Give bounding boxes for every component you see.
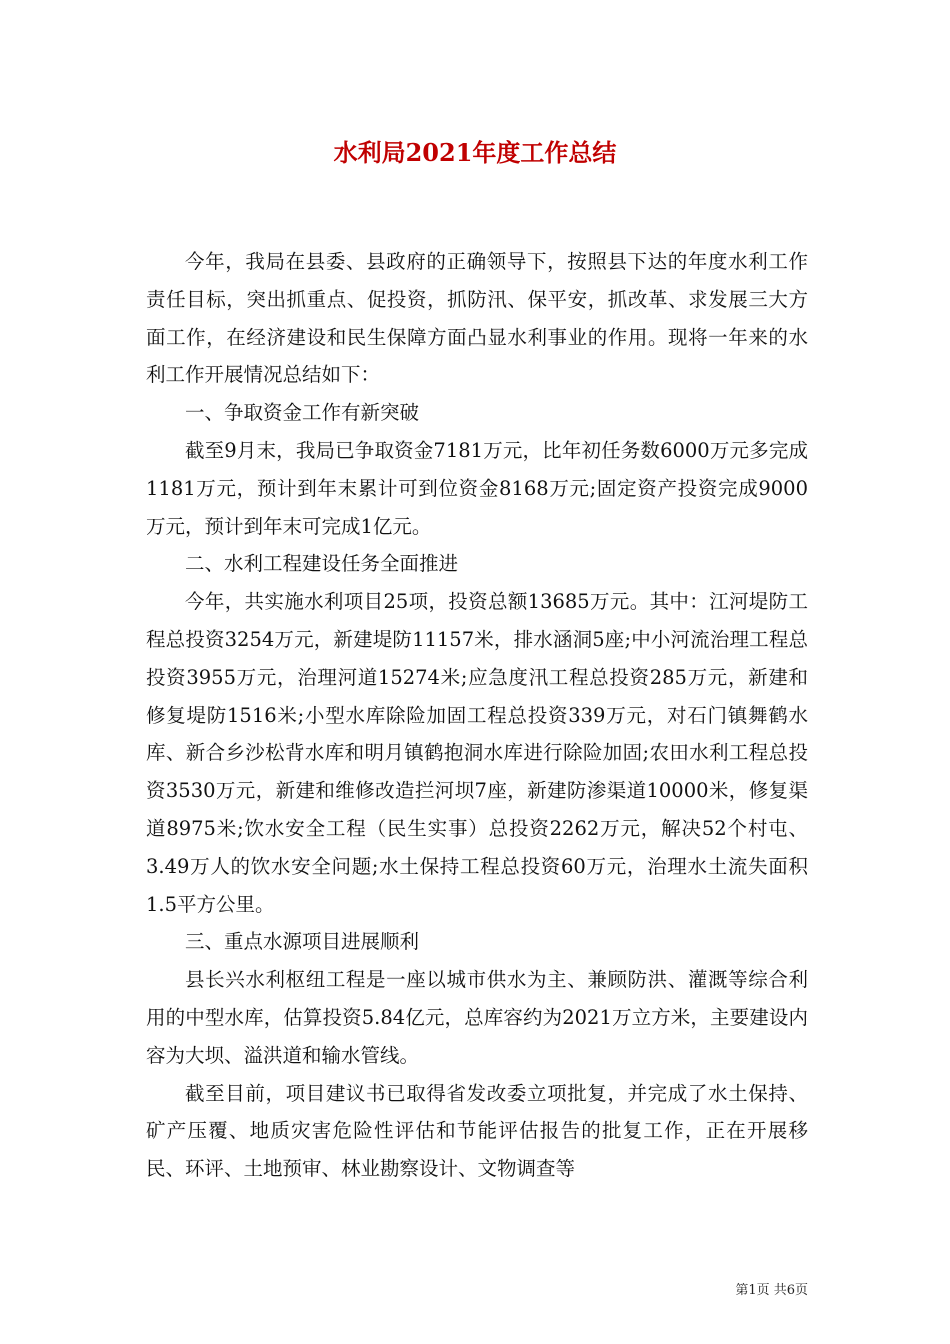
section-1-paragraph: 截至9月末，我局已争取资金7181万元，比年初任务数6000万元多完成1181万元，预计到年末累计可到位资金8168万元;固定资产投资完成9000万元，预计到年末可完成1亿元。 — [146, 438, 808, 538]
section-heading-2: 二、水利工程建设任务全面推进 — [185, 552, 459, 576]
section-3-paragraph-1: 县长兴水利枢纽工程是一座以城市供水为主、兼顾防洪、灌溉等综合利用的中型水库，估算投资5.84亿元，总库容约为2021万立方米，主要建设内容为大坝、溢洪道和输水管线。 — [146, 968, 808, 1067]
page-number: 第1页 共6页 — [735, 1283, 808, 1298]
section-heading-1: 一、争取资金工作有新突破 — [185, 401, 420, 425]
intro-paragraph: 今年，我局在县委、县政府的正确领导下，按照县下达的年度水利工作责任目标，突出抓重点、促投资，抓防汛、保平安，抓改革、求发展三大方面工作，在经济建设和民生保障方面凸显水利事业的作用。现将一年来的水利工作开展情况总结如下： — [146, 250, 808, 387]
section-heading-3: 三、重点水源项目进展顺利 — [185, 930, 420, 954]
section-3-paragraph-2: 截至目前，项目建议书已取得省发改委立项批复，并完成了水土保持、矿产压覆、地质灾害危险性评估和节能评估报告的批复工作，正在开展移民、环评、土地预审、林业勘察设计、文物调查等 — [146, 1081, 808, 1181]
section-2-paragraph: 今年，共实施水利项目25项，投资总额13685万元。其中：江河堤防工程总投资3254万元，新建堤防11157米，排水涵洞5座;中小河流治理工程总投资3955万元，治理河道15274米;应急度汛工程总投资285万元，新建和修复堤防1516米;小型水库除险加固工程总投资339万元，对石门镇舞鹤水库、新合乡沙松背水库和明月镇鹤抱洞水库进行除险加固;农田水利工程总投资3530万元，新建和维修改造拦河坝7座，新建防渗渠道10000米，修复渠道8975米;饮水安全工程（民生实事）总投资2262万元，解决52个村屯、3.49万人的饮水安全问题;水土保持工程总投资60万元，治理水土流失面积1.5平方公里。 — [146, 590, 808, 916]
document-body — [146, 243, 808, 1188]
document-title: 水利局2021年度工作总结 — [333, 138, 617, 167]
